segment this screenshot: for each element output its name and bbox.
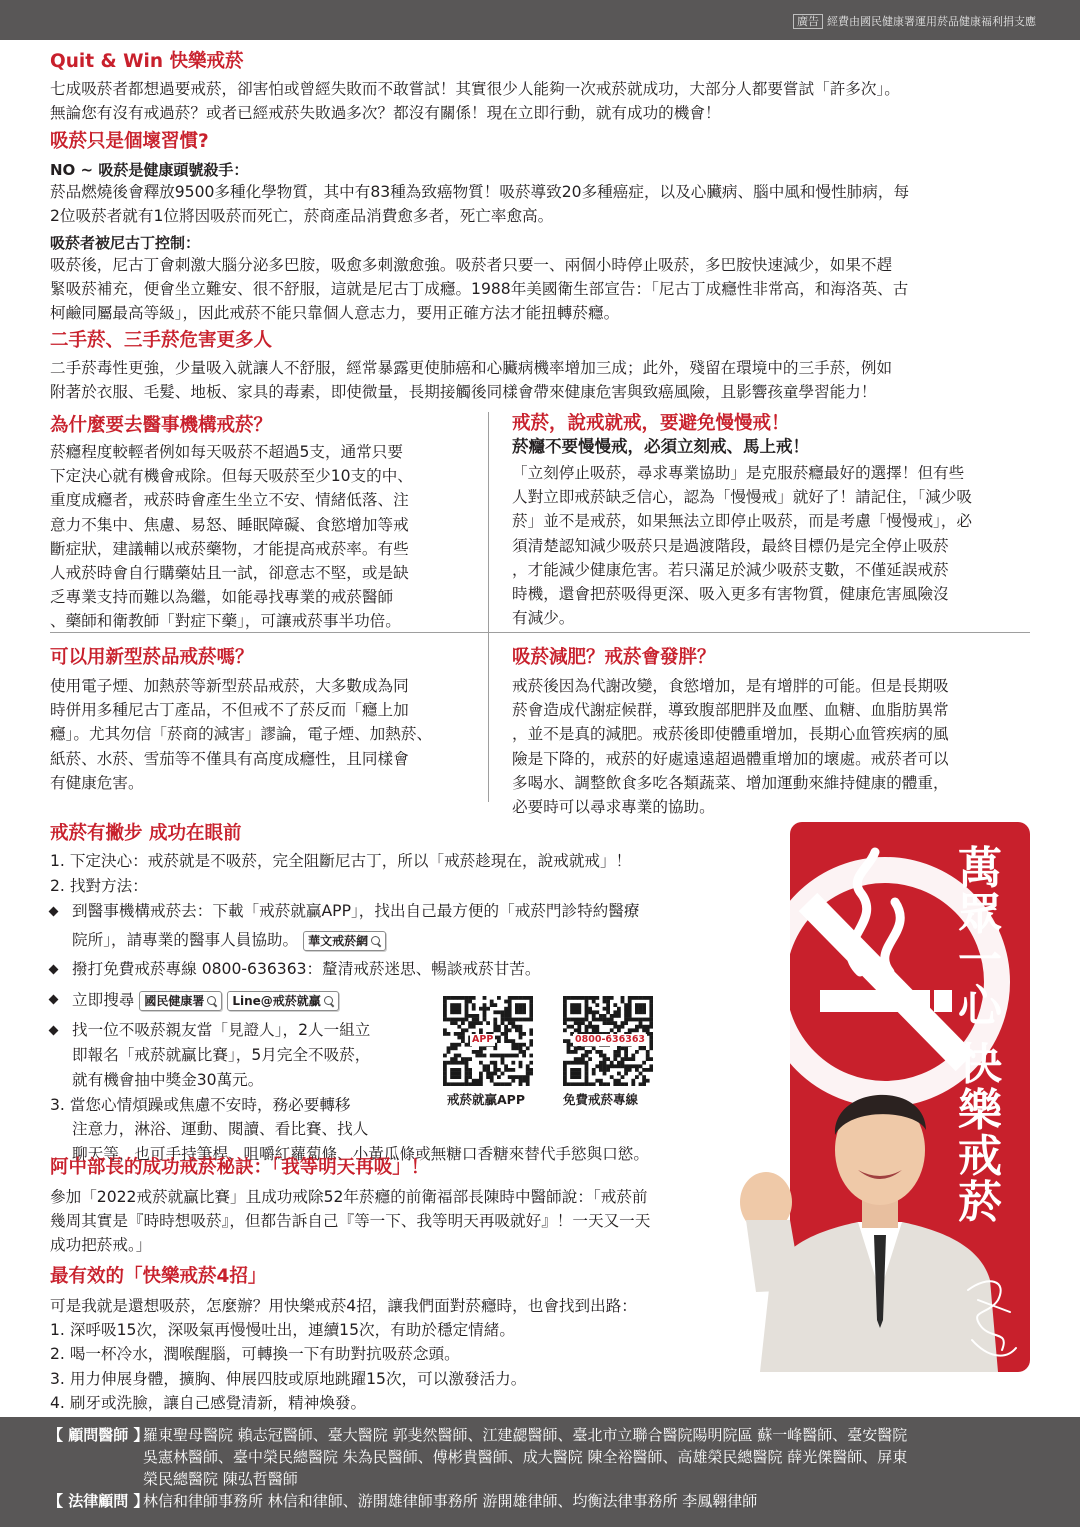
text-line: 必要時可以尋求專業的協助。 bbox=[512, 798, 715, 817]
text-line: 參加「2022戒菸就贏比賽」且成功戒除52年菸癮的前衛福部長陳時中醫師說：「戒菸前 bbox=[50, 1188, 648, 1206]
search-box-smoking-site[interactable] bbox=[303, 931, 386, 951]
text-line: 戒菸後因為代謝改變，食慾增加，是有增胖的可能。但是長期吸 bbox=[512, 677, 949, 695]
qr-tag: APP bbox=[472, 1034, 494, 1045]
tip-item: 2. 喝一杯冷水，潤喉醒腦，可轉換一下有助對抗吸菸念頭。 bbox=[50, 1345, 460, 1364]
text-line: 七成吸菸者都想過要戒菸，卻害怕或曾經失敗而不敢嘗試！其實很少人能夠一次戒菸就成功，大部分人都要嘗試「許多次」。 bbox=[50, 80, 900, 98]
method-text: 找一位不吸菸親友當「見證人」，2人一組立 bbox=[72, 1021, 371, 1040]
slogan-char: 戒 bbox=[958, 1131, 1002, 1182]
text-line: 二手菸毒性更強，少量吸入就讓人不舒服，經常暴露更使肺癌和心臟病機率增加三成；此外，殘留在環境中的三手菸，例如 bbox=[50, 359, 893, 377]
method-item bbox=[50, 957, 649, 982]
four-tips-intro: 可是我就是還想吸菸，怎麼辦？用快樂戒菸4招，讓我們面對菸癮時，也會找到出路： bbox=[50, 1297, 637, 1315]
slogan-char: 樂 bbox=[958, 1085, 1002, 1136]
text-line: 無論您有沒有戒過菸？或者已經戒菸失敗過多次？都沒有關係！現在立即行動，就有成功的機會！ bbox=[50, 104, 721, 123]
search-box-hpa[interactable] bbox=[139, 991, 222, 1011]
quit-now-title: 戒菸，說戒就戒，要避免慢慢戒！ bbox=[512, 413, 790, 434]
search-icon bbox=[371, 936, 381, 946]
text-line: 斷症狀，建議輔以戒菸藥物，才能提高戒菸率。有些 bbox=[50, 539, 409, 558]
search-box-line[interactable] bbox=[227, 991, 338, 1011]
bullet-icon bbox=[49, 965, 59, 975]
tip-item: 3. 用力伸展身體，擴胸、伸展四肢或原地跳躍15次，可以激發活力。 bbox=[50, 1369, 527, 1388]
bullet-icon bbox=[49, 1026, 59, 1036]
new-tobacco-title: 可以用新型菸品戒菸嗎？ bbox=[50, 647, 254, 668]
method-text: 到醫事機構戒菸去：下載「戒菸就贏APP」，找出自己最方便的「戒菸門診特約醫療 bbox=[72, 901, 640, 920]
column-divider bbox=[488, 412, 489, 802]
legal-line bbox=[48, 1490, 1032, 1512]
method-item-cont: 就有機會抽中獎金30萬元。 bbox=[72, 1070, 264, 1089]
slogan-char: 眾 bbox=[958, 889, 1002, 940]
step-2: 2. 找對方法： bbox=[50, 876, 148, 895]
bad-habit-title: 吸菸只是個壞習慣? bbox=[50, 131, 209, 152]
text-line: 癮」。尤其勿信「菸商的減害」謬論，電子煙、加熱菸、 bbox=[50, 725, 433, 744]
new-tobacco-text bbox=[50, 674, 432, 795]
ad-notice-bar bbox=[0, 0, 1080, 40]
search-icon bbox=[324, 996, 334, 1006]
method-text: 撥打免費戒菸專線 0800-636363：釐清戒菸迷思、暢談戒菸甘苦。 bbox=[72, 960, 541, 979]
text-line: 時機，還會把菸吸得更深、吸入更多有害物質，健康危害風險沒 bbox=[512, 585, 949, 604]
text-line: 幾周其實是『時時想吸菸』，但都告訴自己『等一下、我等明天再吸就好』！一天又一天 bbox=[50, 1212, 651, 1231]
advisor-names: 榮民總醫院 陳弘哲醫師 bbox=[143, 1470, 298, 1488]
text-line: 有減少。 bbox=[512, 609, 575, 628]
text-line: 使用電子煙、加熱菸等新型菸品戒菸，大多數成為同 bbox=[50, 677, 409, 695]
medical-text bbox=[50, 440, 413, 634]
text-line: 紙菸、水菸、雪茄等不僅具有高度成癮性，且同樣會 bbox=[50, 749, 409, 768]
search-term: 國民健康署 bbox=[144, 993, 205, 1008]
quit-win-text bbox=[50, 77, 900, 125]
advisor-line bbox=[48, 1424, 1032, 1446]
slogan-char: 心 bbox=[958, 981, 1002, 1032]
text-line: 「立刻停止吸菸，尋求專業協助」是克服菸癮最好的選擇！但有些 bbox=[512, 464, 965, 482]
quit-win-title: Quit & Win 快樂戒菸 bbox=[50, 51, 244, 72]
bullet-icon bbox=[49, 995, 59, 1005]
slogan-char: 菸 bbox=[958, 1177, 1002, 1228]
search-term: 華文戒菸網 bbox=[308, 933, 369, 948]
text-line: 重度成癮者，戒菸時會產生坐立不安、情緒低落、注 bbox=[50, 491, 409, 510]
app-qr-label: 戒菸就贏APP bbox=[447, 1092, 525, 1107]
method-text: 院所」，請專業的醫事人員協助。 bbox=[72, 931, 299, 950]
text-line: 附著於衣服、毛髮、地板、家具的毒素，即使微量，長期接觸後同樣會帶來健康危害與致癌風險，且影響孩童學習能力！ bbox=[50, 383, 877, 402]
text-line: 人對立即戒菸缺乏信心，認為「慢慢戒」就好了！請記住，「減少吸 bbox=[512, 488, 973, 507]
ad-notice-text: 經費由國民健康署運用菸品健康福利捐支應 bbox=[827, 15, 1036, 28]
story-title: 阿中部長的成功戒菸秘訣：「我等明天再吸」！ bbox=[50, 1157, 430, 1178]
slogan-char: 一 bbox=[958, 935, 1002, 986]
text-line: 菸會造成代謝症候群，導致腹部肥胖及血壓、血糖、血脂肪異常 bbox=[512, 701, 949, 720]
four-tips-title: 最有效的「快樂戒菸4招」 bbox=[50, 1266, 267, 1287]
bad-habit-subtitle-1: NO ~ 吸菸是健康頭號殺手： bbox=[50, 161, 249, 179]
text-line: 意力不集中、焦慮、易怒、睡眠障礙、食慾增加等戒 bbox=[50, 515, 409, 534]
text-line: 柯鹼同屬最高等級」，因此戒菸不能只靠個人意志力，要用正確方法才能扭轉菸癮。 bbox=[50, 304, 620, 323]
quit-now-subtitle: 菸癮不要慢慢戒，必須立刻戒、馬上戒！ bbox=[512, 437, 809, 456]
text-line: 有健康危害。 bbox=[50, 773, 144, 792]
text-line: 成功把菸戒。」 bbox=[50, 1236, 152, 1255]
search-icon bbox=[207, 996, 217, 1006]
hotline-qr-code[interactable] bbox=[563, 996, 653, 1086]
steps-list bbox=[50, 849, 649, 1167]
weight-title: 吸菸減肥？戒菸會發胖？ bbox=[512, 647, 716, 668]
qr-tag: 0800-636363 bbox=[575, 1034, 646, 1045]
step-3-cont: 注意力，淋浴、運動、閱讀、看比賽、找人 bbox=[72, 1120, 369, 1139]
text-line: 、藥師和衛教師「對症下藥」，可讓戒菸事半功倍。 bbox=[50, 612, 401, 631]
credits-footer bbox=[0, 1417, 1080, 1527]
text-line: 吸菸後，尼古丁會刺激大腦分泌多巴胺，吸愈多刺激愈強。吸菸者只要一、兩個小時停止吸菸，多巴胺快速減少，如果不趕 bbox=[50, 256, 893, 274]
signature bbox=[958, 1270, 1022, 1366]
step-3-cont: 聊天等，也可手持筆桿、咀嚼紅蘿蔔條、小黃瓜條或無糖口香糖來替代手慾與口慾。 bbox=[72, 1145, 649, 1164]
text-line: 2位吸菸者就有1位將因吸菸而死亡，菸商產品消費愈多者，死亡率愈高。 bbox=[50, 207, 554, 226]
bad-habit-text-2 bbox=[50, 253, 908, 326]
text-line: ，才能減少健康危害。若只滿足於減少吸菸支數，不僅延誤戒菸 bbox=[512, 560, 949, 579]
step-3: 3. 當您心情煩躁或焦慮不安時，務必要轉移 bbox=[50, 1095, 351, 1114]
four-tips-text bbox=[50, 1294, 637, 1415]
slogan-char: 萬 bbox=[958, 843, 1002, 894]
search-term: Line@戒菸就贏 bbox=[232, 993, 321, 1008]
text-line: 菸癮程度較輕者例如每天吸菸不超過5支，通常只要 bbox=[50, 443, 403, 461]
text-line: 人戒菸時會自行購藥姑且一試，卻意志不堅，或是缺 bbox=[50, 564, 409, 583]
secondhand-text bbox=[50, 356, 892, 404]
text-line: 乏專業支持而難以為繼，如能尋找專業的戒菸醫師 bbox=[50, 588, 394, 607]
tip-item: 4. 刷牙或洗臉，讓自己感覺清新，精神煥發。 bbox=[50, 1393, 367, 1412]
method-item bbox=[50, 1018, 649, 1043]
app-qr-code[interactable] bbox=[443, 996, 533, 1086]
method-item bbox=[50, 923, 649, 957]
advisor-names: 羅東聖母醫院 賴志冠醫師、臺大醫院 郭斐然醫師、江建勰醫師、臺北市立聯合醫院陽明院區 蘇一峰醫師、臺安醫院 bbox=[143, 1426, 908, 1444]
method-item bbox=[50, 982, 649, 1018]
tip-item: 1. 深呼吸15次，深吸氣再慢慢吐出，連續15次，有助於穩定情緒。 bbox=[50, 1321, 515, 1340]
text-line: 菸品燃燒後會釋放9500多種化學物質，其中有83種為致癌物質！吸菸導致20多種癌症，以及心臟病、腦中風和慢性肺病，每 bbox=[50, 183, 910, 201]
steps-title: 戒菸有撇步 成功在眼前 bbox=[50, 823, 242, 844]
method-text: 立即搜尋 bbox=[72, 991, 135, 1010]
slogan-char: 快 bbox=[958, 1039, 1002, 1090]
legal-names: 林信和律師事務所 林信和律師、游開雄律師事務所 游開雄律師、均衡法律事務所 李鳳翱律師 bbox=[143, 1492, 758, 1510]
text-line: 多喝水、調整飲食多吃各類蔬菜、增加運動來維持健康的體重， bbox=[512, 773, 949, 792]
advisor-names: 吳憲林醫師、臺中榮民總醫院 朱為民醫師、傅彬貴醫師、成大醫院 陳全裕醫師、高雄榮民總醫院 薛光傑醫師、屏東 bbox=[143, 1448, 908, 1466]
medical-title: 為什麼要去醫事機構戒菸？ bbox=[50, 415, 273, 436]
text-line: ，並不是真的減肥。戒菸後即使體重增加，長期心血管疾病的風 bbox=[512, 725, 949, 744]
text-line: 緊吸菸補充，便會坐立難安、很不舒服，這就是尼古丁成癮。1988年美國衛生部宣告：「尼古丁成癮性非常高，和海洛英、古 bbox=[50, 280, 909, 299]
hotline-qr-label: 免費戒菸專線 bbox=[563, 1092, 639, 1107]
bad-habit-subtitle-2: 吸菸者被尼古丁控制： bbox=[50, 234, 201, 252]
text-line: 時併用多種尼古丁產品，不但戒不了菸反而「癮上加 bbox=[50, 701, 409, 720]
method-item-cont: 即報名「戒菸就贏比賽」，5月完全不吸菸， bbox=[72, 1045, 371, 1064]
step-1: 1. 下定決心：戒菸就是不吸菸，完全阻斷尼古丁，所以「戒菸趁現在，說戒就戒」！ bbox=[50, 852, 632, 870]
text-line: 險是下降的，戒菸的好處遠遠超過體重增加的壞處。戒菸者可以 bbox=[512, 749, 949, 768]
text-line: 菸」並不是戒菸，如果無法立即停止吸菸，而是考慮「慢慢戒」，必 bbox=[512, 512, 973, 531]
weight-text bbox=[512, 674, 949, 819]
bad-habit-text-1 bbox=[50, 180, 909, 228]
secondhand-title: 二手菸、三手菸危害更多人 bbox=[50, 330, 273, 351]
text-line: 須清楚認知減少吸菸只是過渡階段，最終目標仍是完全停止吸菸 bbox=[512, 536, 949, 555]
legal-label: 【 法律顧問 】 bbox=[48, 1492, 149, 1510]
bullet-icon bbox=[49, 906, 59, 916]
advisor-label: 【 顧問醫師 】 bbox=[48, 1426, 149, 1444]
method-item bbox=[50, 899, 649, 924]
story-text bbox=[50, 1185, 650, 1258]
quit-now-text bbox=[512, 461, 972, 630]
ad-notice bbox=[793, 13, 1036, 29]
ad-tag: 廣告 bbox=[793, 14, 823, 29]
text-line: 下定決心就有機會戒除。但每天吸菸至少10支的中、 bbox=[50, 467, 413, 486]
